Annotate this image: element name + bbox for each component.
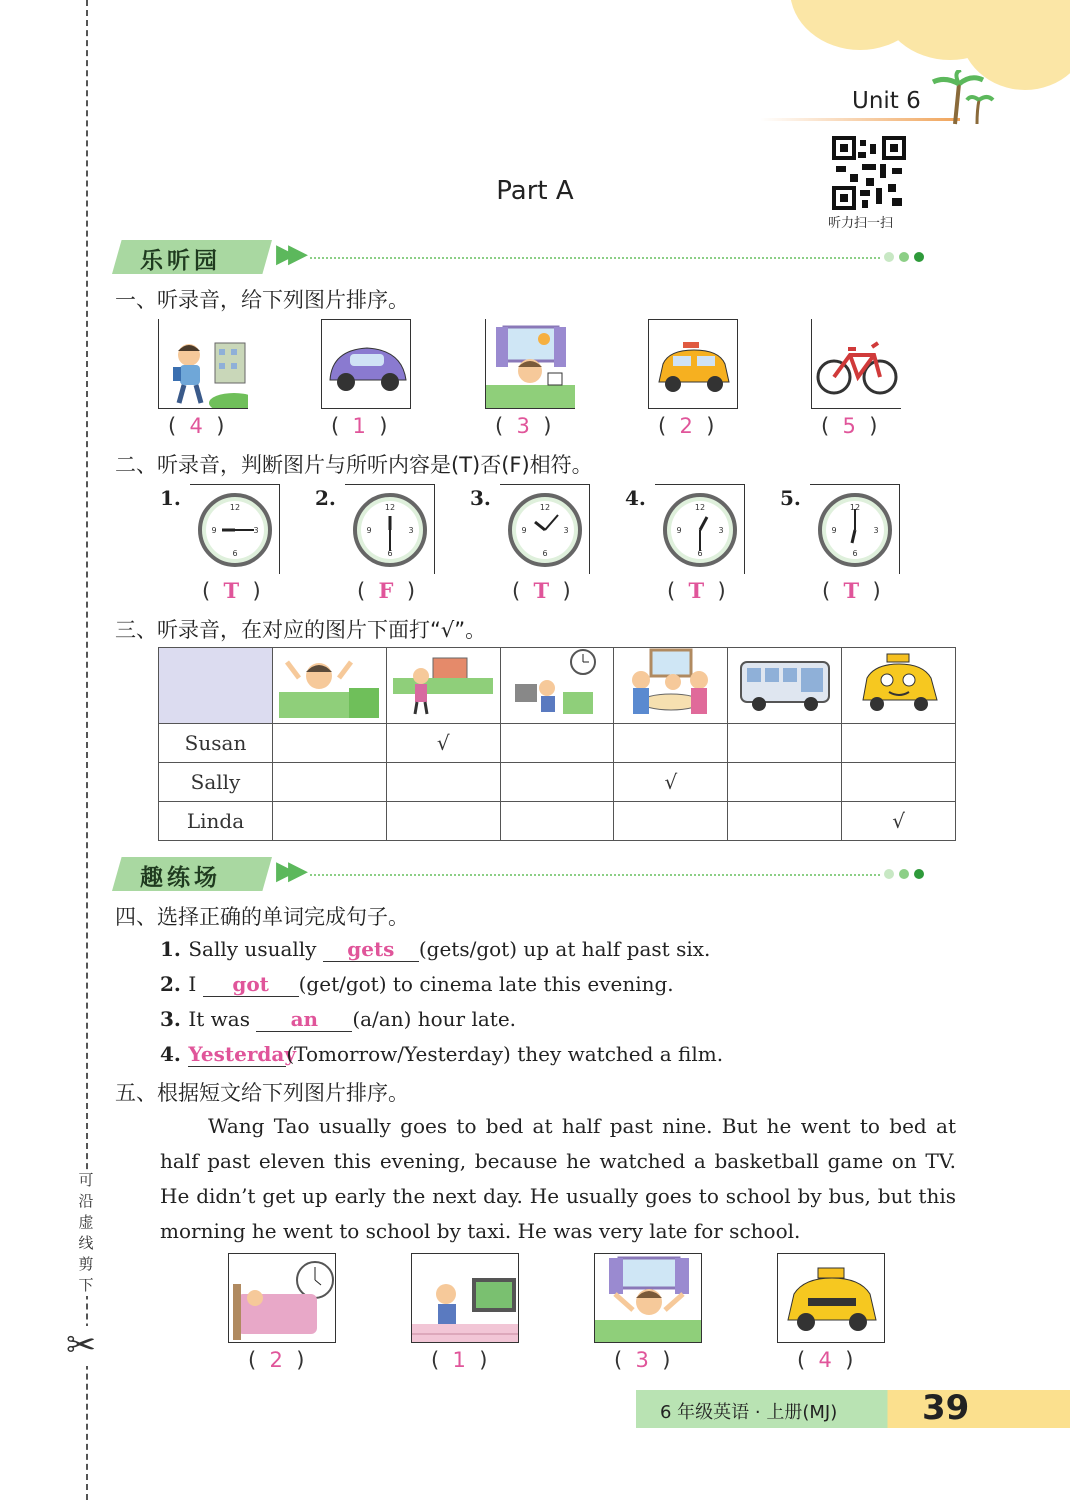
svg-text:9: 9 <box>211 526 217 535</box>
section1-answer-2: ( 1 ) <box>331 414 388 438</box>
clock-5-picture <box>810 484 900 574</box>
section5-answer-2: ( 1 ) <box>431 1348 488 1372</box>
scissors-icon: ✂ <box>66 1325 97 1366</box>
check-cell[interactable]: √ <box>386 724 500 763</box>
section5-answer-4: ( 4 ) <box>797 1348 854 1372</box>
section2-answer-4: ( T ) <box>667 578 726 603</box>
clock-number: 3. <box>470 486 491 510</box>
check-cell[interactable] <box>500 802 614 841</box>
svg-text:3: 3 <box>253 526 259 535</box>
row-name: Susan <box>159 724 273 763</box>
table-row-sally <box>159 763 956 802</box>
clock-icon <box>655 485 745 575</box>
answer-blank[interactable]: gets <box>323 937 419 962</box>
svg-text:12: 12 <box>849 503 861 512</box>
having-dinner-picture <box>614 648 728 724</box>
sentence-4: 4. Yesterday(Tomorrow/Yesterday) they watched a film. <box>160 1042 724 1066</box>
section5-answer-1: ( 2 ) <box>248 1348 305 1372</box>
svg-text:3: 3 <box>873 526 879 535</box>
boy-walking-to-school-picture <box>158 319 248 409</box>
svg-text:3: 3 <box>408 526 414 535</box>
page-title: Part A <box>496 176 574 206</box>
svg-text:12: 12 <box>539 503 551 512</box>
section3-title: 三、听录音，在对应的图片下面打“√”。 <box>115 618 487 642</box>
check-cell[interactable]: √ <box>614 763 728 802</box>
clock-1-picture <box>190 484 280 574</box>
listen-banner-text: 乐听园 <box>140 248 221 274</box>
svg-text:3: 3 <box>718 526 724 535</box>
boy-waking-up-picture-2 <box>594 1253 702 1343</box>
clock-icon <box>810 485 900 575</box>
svg-text:6: 6 <box>697 549 703 558</box>
section4-title: 四、选择正确的单词完成句子。 <box>115 905 409 929</box>
check-cell[interactable] <box>728 724 842 763</box>
clock-number: 2. <box>315 486 336 510</box>
svg-text:6: 6 <box>852 549 858 558</box>
check-cell[interactable] <box>500 724 614 763</box>
check-cell[interactable] <box>386 763 500 802</box>
page-number: 39 <box>922 1388 970 1428</box>
sentence-2: 2. I got (get/got) to cinema late this evening. <box>160 972 674 996</box>
section2-answer-2: ( F ) <box>357 578 416 603</box>
sentence-3: 3. It was an (a/an) hour late. <box>160 1007 517 1031</box>
banner-arrow-icon: ▶▶ <box>276 239 300 269</box>
sleeping-in-bed-picture <box>228 1253 336 1343</box>
svg-text:6: 6 <box>232 549 238 558</box>
section1-answer-5: ( 5 ) <box>821 414 878 438</box>
section2-answer-3: ( T ) <box>512 578 571 603</box>
answer-blank[interactable]: Yesterday <box>188 1042 296 1066</box>
clock-number: 4. <box>625 486 646 510</box>
section1-answer-3: ( 3 ) <box>495 414 552 438</box>
car-picture <box>321 319 411 409</box>
section2-answer-5: ( T ) <box>822 578 881 603</box>
check-cell[interactable] <box>614 802 728 841</box>
check-cell[interactable] <box>500 763 614 802</box>
footer-book-label: 6 年级英语 · 上册(MJ) <box>660 1402 838 1423</box>
check-cell[interactable] <box>842 763 956 802</box>
clock-number: 1. <box>160 486 181 510</box>
getting-up-picture <box>273 648 387 724</box>
qr-label: 听力扫一扫 <box>828 216 894 231</box>
going-to-school-picture <box>386 648 500 724</box>
watching-tv-picture <box>500 648 614 724</box>
svg-text:12: 12 <box>229 503 241 512</box>
check-cell[interactable] <box>386 802 500 841</box>
svg-text:9: 9 <box>676 526 682 535</box>
section1-answer-4: ( 2 ) <box>658 414 715 438</box>
section5-answer-3: ( 3 ) <box>614 1348 671 1372</box>
taxi-picture <box>648 319 738 409</box>
svg-text:9: 9 <box>831 526 837 535</box>
reading-passage: Wang Tao usually goes to bed at half past nine. But he went to bed at half past eleven this evening, because he watched a basketball game on TV. He didn’t get up early the next day. He usually goes to school by bus, but this morning he went to school by taxi. He was very late for school. <box>160 1114 956 1243</box>
svg-text:3: 3 <box>563 526 569 535</box>
check-cell[interactable] <box>728 763 842 802</box>
svg-text:12: 12 <box>694 503 706 512</box>
svg-text:6: 6 <box>387 549 393 558</box>
practice-banner-text: 趣练场 <box>140 865 221 891</box>
table-row-linda <box>159 802 956 841</box>
check-cell[interactable] <box>614 724 728 763</box>
table-row-susan <box>159 724 956 763</box>
check-cell[interactable] <box>728 802 842 841</box>
svg-text:6: 6 <box>542 549 548 558</box>
answer-blank[interactable]: an <box>256 1007 352 1032</box>
clock-4-picture <box>655 484 745 574</box>
boy-waking-up-picture <box>485 319 575 409</box>
check-cell[interactable] <box>842 724 956 763</box>
svg-text:12: 12 <box>384 503 396 512</box>
banner-arrow-icon: ▶▶ <box>276 856 300 886</box>
bus-picture <box>728 648 842 724</box>
unit-label: Unit 6 <box>852 88 921 114</box>
check-cell[interactable] <box>273 763 387 802</box>
section1-answer-1: ( 4 ) <box>168 414 225 438</box>
cut-hint-text: 可沿虚线剪下 <box>76 1170 96 1296</box>
section2-title: 二、听录音，判断图片与所听内容是(T)否(F)相符。 <box>115 453 593 477</box>
taxi-cartoon-picture <box>842 648 956 724</box>
taxi-picture-2 <box>777 1253 885 1343</box>
answer-blank[interactable]: got <box>203 972 299 997</box>
check-cell[interactable] <box>273 724 387 763</box>
row-name: Sally <box>159 763 273 802</box>
clock-icon <box>190 485 280 575</box>
section2-answer-1: ( T ) <box>202 578 261 603</box>
section1-title: 一、听录音，给下列图片排序。 <box>115 288 409 312</box>
watching-tv-picture-2 <box>411 1253 519 1343</box>
check-cell[interactable] <box>273 802 387 841</box>
palm-tree-icon <box>925 70 995 126</box>
bicycle-picture <box>811 319 901 409</box>
clock-number: 5. <box>780 486 801 510</box>
check-cell[interactable]: √ <box>842 802 956 841</box>
clock-icon <box>345 485 435 575</box>
clock-icon <box>500 485 590 575</box>
svg-text:9: 9 <box>366 526 372 535</box>
section5-title: 五、根据短文给下列图片排序。 <box>115 1081 409 1105</box>
row-name: Linda <box>159 802 273 841</box>
sentence-1: 1. Sally usually gets (gets/got) up at half past six. <box>160 937 711 961</box>
svg-text:9: 9 <box>521 526 527 535</box>
clock-3-picture <box>500 484 590 574</box>
table-corner-cell <box>159 648 273 724</box>
check-table <box>158 647 956 841</box>
clock-2-picture <box>345 484 435 574</box>
